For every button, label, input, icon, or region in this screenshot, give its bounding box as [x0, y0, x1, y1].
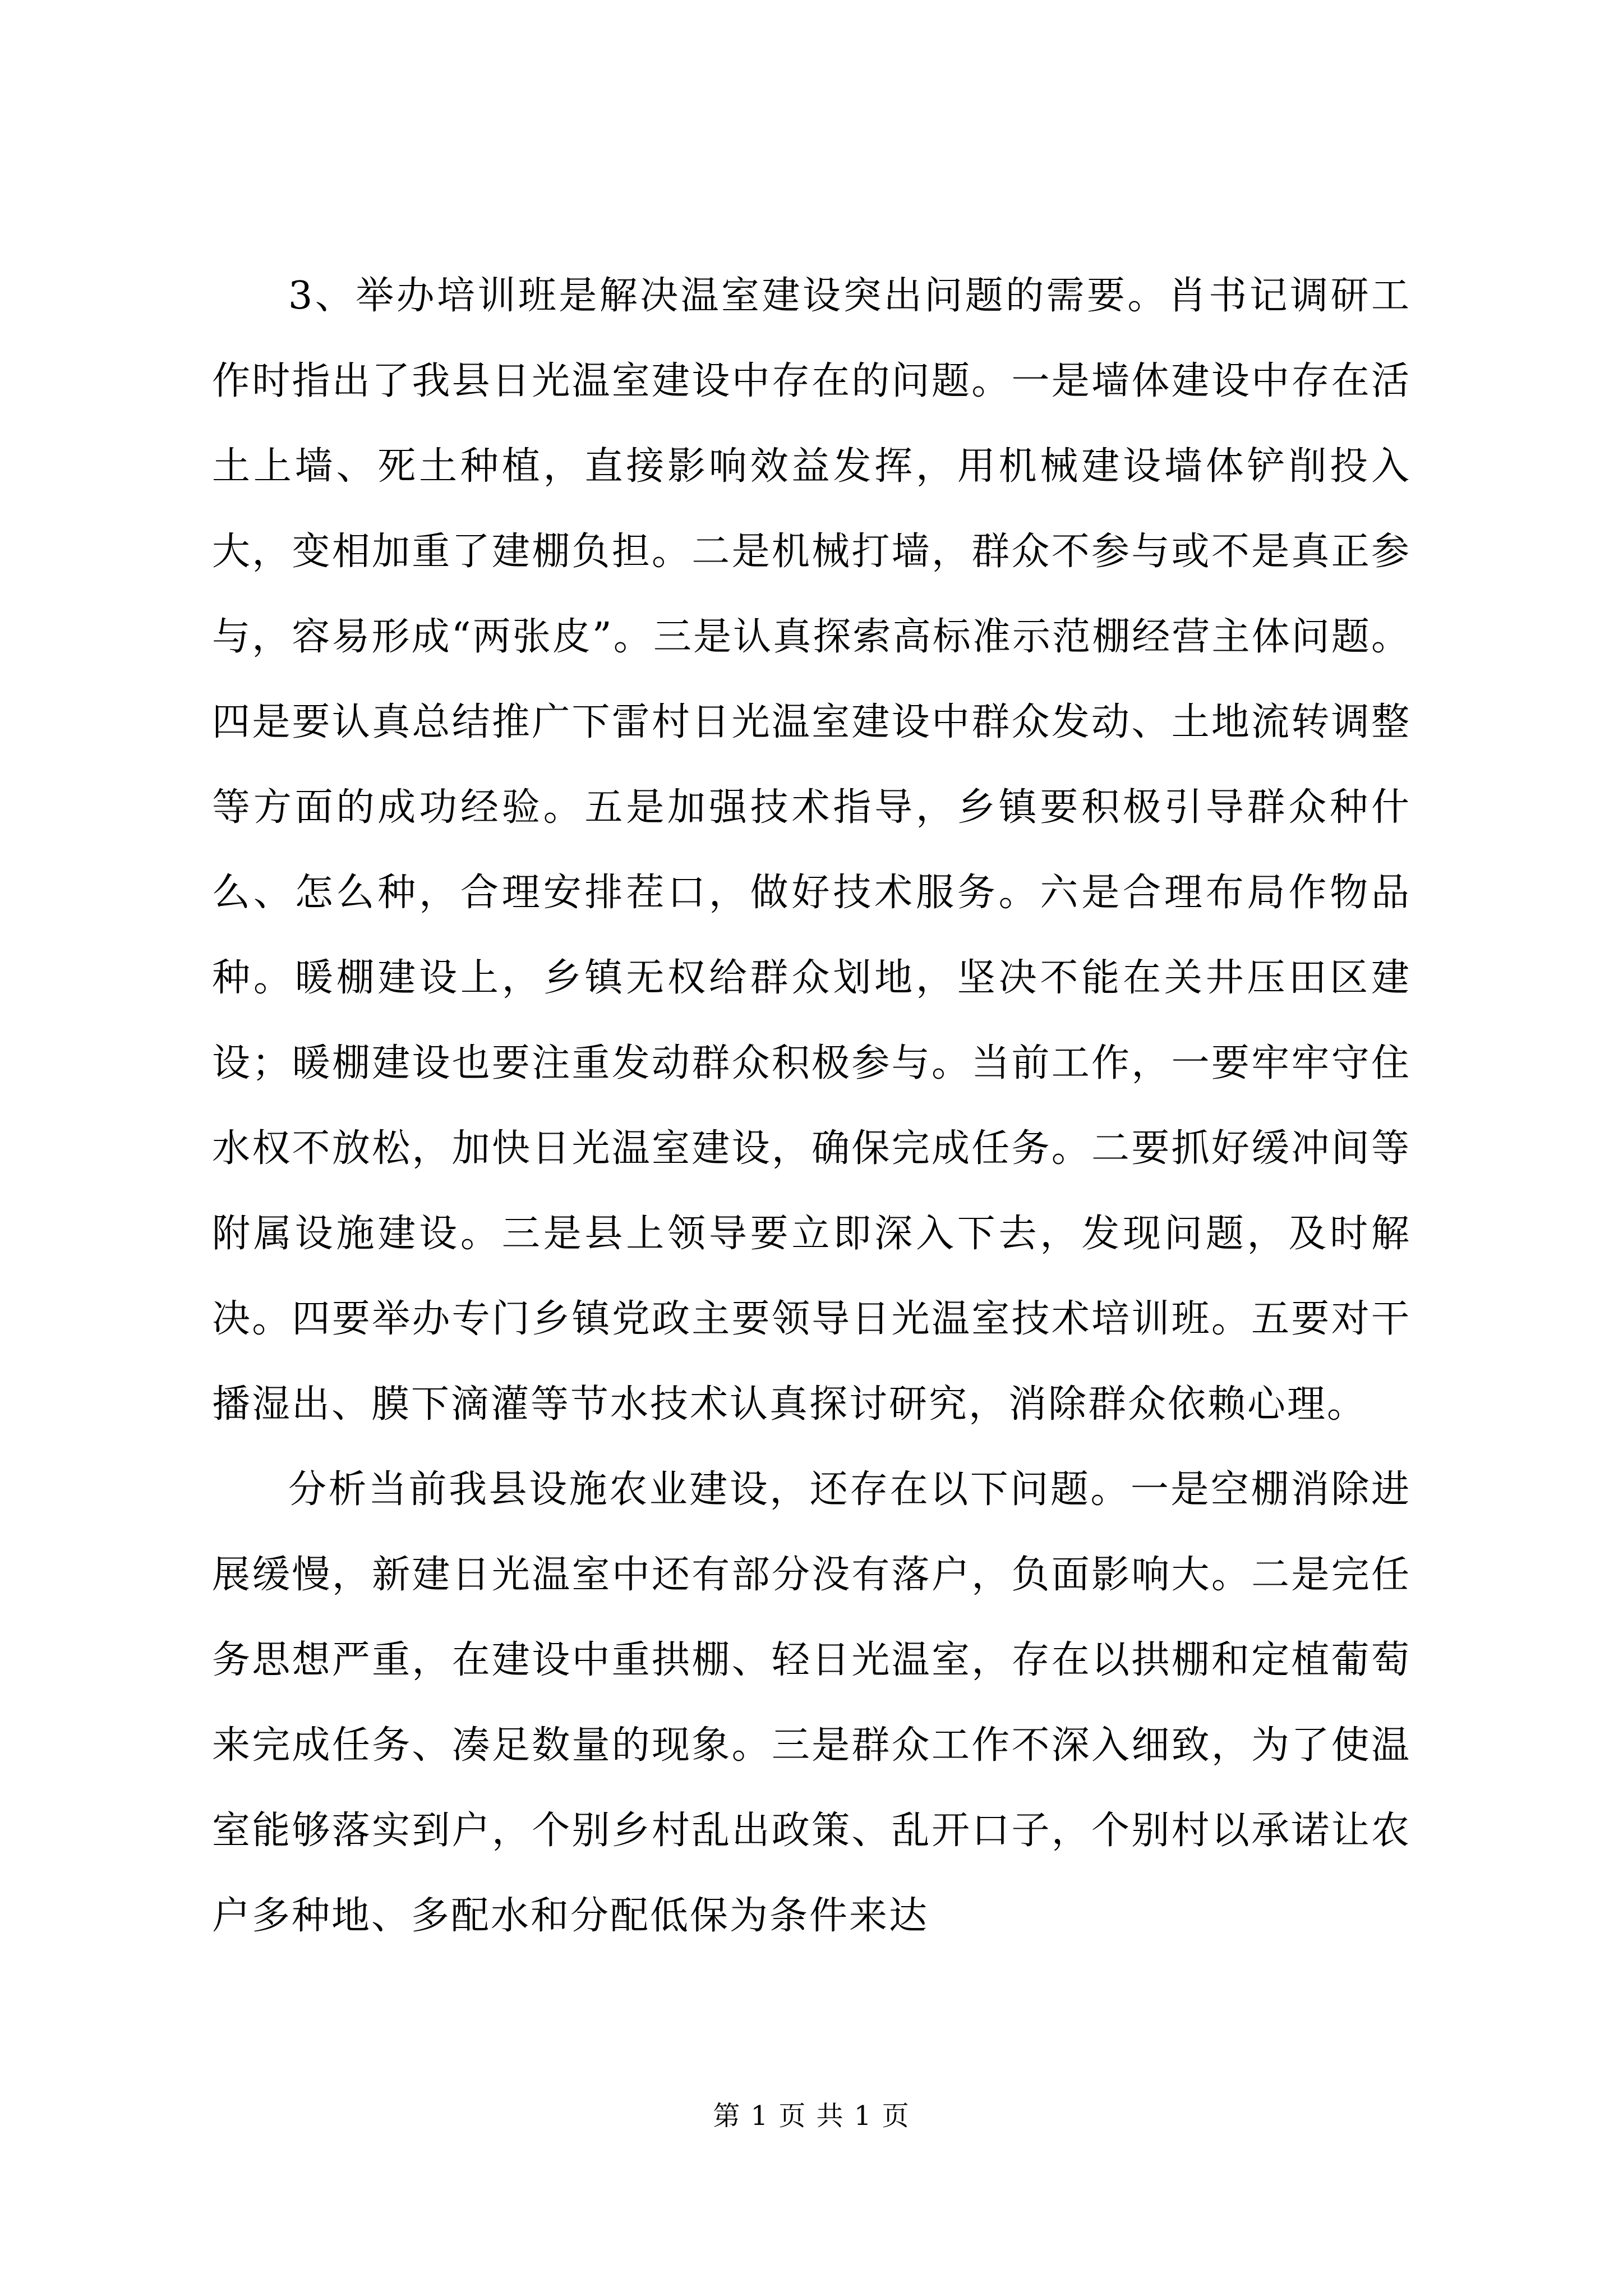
- paragraph-2: 分析当前我县设施农业建设，还存在以下问题。一是空棚消除进展缓慢，新建日光温室中还有部分没有落户，负面影响大。二是完任务思想严重，在建设中重拱棚、轻日光温室，存在以拱棚和定植葡萄来完成任务、凑足数量的现象。三是群众工作不深入细致，为了使温室能够落实到户，个别乡村乱出政策、乱开口子，个别村以承诺让农户多种地、多配水和分配低保为条件来达: [212, 1467, 1411, 1938]
- paragraph-1: 3、举办培训班是解决温室建设突出问题的需要。肖书记调研工作时指出了我县日光温室建设中存在的问题。一是墙体建设中存在活土上墙、死土种植，直接影响效益发挥，用机械建设墙体铲削投入大，变相加重了建棚负担。二是机械打墙，群众不参与或不是真正参与，容易形成“两张皮”。三是认真探索高标准示范棚经营主体问题。四是要认真总结推广下雷村日光温室建设中群众发动、土地流转调整等方面的成功经验。五是加强技术指导，乡镇要积极引导群众种什么、怎么种，合理安排茬口，做好技术服务。六是合理布局作物品种。暖棚建设上，乡镇无权给群众划地，坚决不能在关井压田区建设；暖棚建设也要注重发动群众积极参与。当前工作，一要牢牢守住水权不放松，加快日光温室建设，确保完成任务。二要抓好缓冲间等附属设施建设。三是县上领导要立即深入下去，发现问题，及时解决。四要举办专门乡镇党政主要领导日光温室技术培训班。五要对干播湿出、膜下滴灌等节水技术认真探讨研究，消除群众依赖心理。: [212, 274, 1411, 1427]
- page-footer: 第 1 页 共 1 页: [713, 2100, 910, 2132]
- document-body: [212, 254, 1411, 1959]
